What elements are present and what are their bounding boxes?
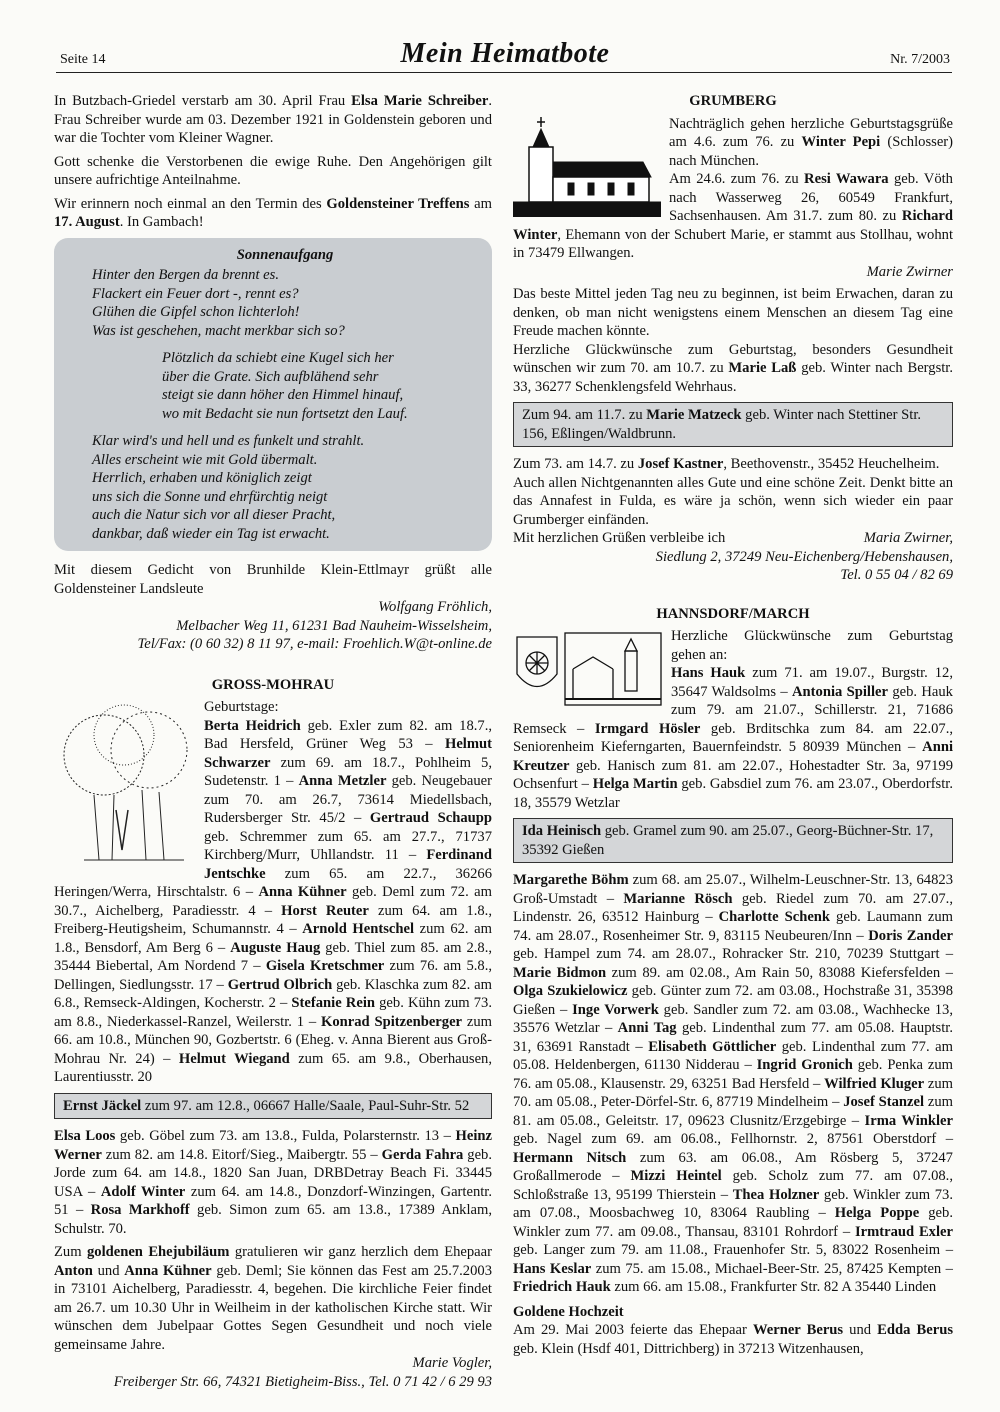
signature-maria-zwirner: Maria Zwirner, <box>863 530 953 546</box>
page-header <box>60 38 950 70</box>
quote-text: Das beste Mittel jeden Tag neu zu beginnen, ist beim Erwachen, daran zu denken, ob man nicht wenigstens einem Menschen an diesem Tag eine Freude machen könnte. <box>513 286 953 339</box>
signature-maria-address: Siedlung 2, 37249 Neu-Eichenberg/Hebenshausen, <box>655 548 953 565</box>
header-rule <box>56 72 952 73</box>
golden-wedding-text: Am 29. Mai 2003 feierte das Ehepaar Werner Berus und Edda Berus geb. Klein (Hsdf 401, Dittrichberg) in 37213 Witzenhausen, <box>513 1322 954 1357</box>
obituary-text: In Butzbach-Griedel verstarb am 30. April Frau Elsa Marie Schreiber. Frau Schreiber wurde am 03. Dezember 1921 in Goldenstein geboren und war die Tochter vom Kleiner Wagner. <box>54 93 493 146</box>
page-number: Seite 14 <box>60 52 106 67</box>
poem-line: Herrlich, erhaben und königlich zeigt <box>92 470 312 486</box>
greeting-text: Mit herzlichen Grüßen verbleibe ich <box>513 530 726 546</box>
annafest-text: Auch allen Nichtgenannten alles Gute und eine schöne Zeit. Denkt bitte an das Annafest in Fulda, es wäre ja schön, wenn sich wieder ein paar Grumberger einfänden. <box>513 474 953 528</box>
issue-number: Nr. 7/2003 <box>890 52 950 67</box>
birthday-kastner: Zum 73. am 14.7. zu Josef Kastner, Beethovenstr., 35452 Heuchelheim. <box>513 456 940 472</box>
section-title-golden-wedding: Goldene Hochzeit <box>513 1303 624 1320</box>
poem-line: Alles erscheint wie mit Gold übermalt. <box>92 451 318 468</box>
poem-line: über die Grate. Sich aufblähend sehr <box>162 368 379 385</box>
poem-line: Klar wird's und hell und es funkelt und strahlt. <box>92 433 365 449</box>
poem-credit: Mit diesem Gedicht von Brunhilde Klein-Ettlmayr grüßt alle Goldensteiner Landsleute <box>54 562 492 597</box>
poem-title: Sonnenaufgang <box>236 246 334 263</box>
section-title-hannsdorf: HANNSDORF/MARCH <box>656 605 810 622</box>
hannsdorf-birthdays-2: Margarethe Böhm zum 68. am 25.07., Wilhelm-Leuschner-Str. 13, 64823 Groß-Umstadt – Marianne Rösch geb. Riedel zum 70. am 27.07., Lindenstr. 26, 63512 Hainburg – Charlotte Schenk geb. Laumann zum 74. am 28.07., Rosenheimer Str. 9, 83115 Neubeuren/Inn – Doris Zander geb. Hampel zum 74. am 28.07., Rohracker Str. 210, 70239 Stuttgart – Marie Bidmon zum 89. am 02.08., Am Rain 50, 83088 Kiefersfelden – Olga Szukielowicz geb. Günter zum 72. am 03.08., Hochstraße 31, 35398 Gießen – Inge Vorwerk geb. Sandler zum 72. am 03.08., Wachhecke 13, 35576 Wetzlar – Anni Tag geb. Lindenthal zum 77. am 05.08. Hauptstr. 31, 63691 Ranstadt – Elisabeth Göttlicher geb. Lindenthal zum 77. am 05.08. Heldenbergen, 61130 Nidderau – Ingrid Gronich geb. Penka zum 76. am 05.08., Klausenstr. 29, 63251 Bad Hersfeld – Wilfried Kluger zum 70. am 05.08., Peter-Dörfel-Str. 6, 87719 Mindelheim – Josef Stanzel zum 81. am 05.08., Geleitstr. 17, 09623 Clusnitz/Erzgebirge – Irma Winkler geb. Nagel zum 69. am 06.08., Fellhornstr. 2, 87561 Oberstdorf – Hermann Nitsch zum 63. am 06.08., Am Rösberg 5, 37247 Großallmerode – Mizzi Heintel geb. Scholz zum 77. am 07.08., Schloßstraße 13, 95199 Thierstein – Thea Holzner geb. Winkler zum 73. am 07.08., Moosbachweg 10, 83064 Raubling – Helga Poppe geb. Winkler zum 77. am 09.08., Thansau, 83101 Rohrdorf – Irmtraud Exler geb. Langer zum 79. am 11.08., Frauenhofer Str. 5, 83022 Rosenheim – Hans Keslar zum 75. am 15.08., Michael-Beer-Str. 25, 87425 Kempten – Friedrich Hauk zum 66. am 15.08., Frankfurter Str. 82 A 35440 Linden <box>513 872 953 1295</box>
church-illustration <box>513 117 661 217</box>
highlight-box-jaeckel: Ernst Jäckel zum 97. am 12.8., 06667 Halle/Saale, Paul-Suhr-Str. 52 <box>54 1093 492 1120</box>
birthday-lass: Herzliche Glückwünsche zum Geburtstag, besonders Gesundheit wünschen wir zum 70. am 10.7. zu Marie Laß geb. Winter nach Bergstr. 33, 36277 Schenklengsfeld Wehrhaus. <box>513 341 953 395</box>
trees-illustration <box>54 700 196 872</box>
poem-line: steigt sie dann höher den Himmel hinauf, <box>162 387 404 403</box>
signature-address: Melbacher Weg 11, 61231 Bad Nauheim-Wisselsheim, <box>176 617 492 634</box>
gross-mohrau-birthdays: Geburtstage: Berta Heidrich geb. Exler zum 82. am 18.7., Bad Hersfeld, Grüner Weg 53 – Helmut Schwarzer zum 69. am 18.7., Pohlheim 5, Sudetenstr. 1 – Anna Metzler geb. Neugebauer zum 70. am 26.7, 73614 Miedellsbach, Rudersberger Str. 45/2 – Gertraud Schaupp geb. Schremmer zum 65. am 27.7., 71737 Kirchberg/Murr, Uhllandstr. 11 – Ferdinand Jentschke zum 65. am 22.7., 36266 Heringen/Werra, Hirschtalstr. 6 – Anna Kühner geb. Deml zum 72. am 30.7., Aichelberg, Paradiesstr. 4 – Horst Reuter zum 64. am 1.8., Freiberg-Heutigsheim, Schumannstr. 4 – Arnold Hentschel zum 62. am 1.8., Bensdorf, Am Berg 6 – Auguste Haug geb. Thiel zum 85. am 2.8., 35444 Biebertal, Am Nordend 7 – Gisela Kretschmer zum 76. am 5.8., Dellingen, Siedlungsstr. 17 – Gertrud Olbrich geb. Klaschka zum 82. am 6.8., Remseck-Aldingen, Kocherstr. 2 – Stefanie Rein geb. Kühn zum 73. am 8.8., Niederkassel-Ranzel, Weilerstr. 1 – Konrad Spitzenberger zum 66. am 10.8., München 90, Gozbertstr. 6 (Eheg. v. Anna Bierent aus Groß-Mohrau Nr. 24) – Helmut Wiegand zum 65. am 9.8., Oberhausen, Laurentiusstr. 20 <box>54 699 492 1085</box>
left-column <box>54 92 492 1391</box>
poem-line: Hinter den Bergen da brennt es. <box>92 267 279 283</box>
signature-contact: Tel/Fax: (0 60 32) 8 11 97, e-mail: Froehlich.W@t-online.de <box>137 636 492 652</box>
poem-line: uns sich die Sonne und ehrfürchtig neigt <box>92 488 328 505</box>
poem-stanza-1 <box>92 266 478 340</box>
greeting-line <box>513 529 953 548</box>
section-title-gross-mohrau: GROSS-MOHRAU <box>211 676 335 693</box>
signature-maria-phone: Tel. 0 55 04 / 82 69 <box>840 567 953 583</box>
highlight-box-matzeck: Zum 94. am 11.7. zu Marie Matzeck geb. Winter nach Stettiner Str. 156, Eßlingen/Waldbrunn. <box>513 402 953 447</box>
signature-vogler-address: Freiberger Str. 66, 74321 Bietigheim-Biss., Tel. 0 71 42 / 6 29 93 <box>113 1373 492 1390</box>
poem-stanza-2 <box>92 349 478 423</box>
poem-line: wo mit Bedacht sie nun fortsetzt den Lauf. <box>162 405 408 422</box>
poem-line: Plötzlich da schiebt eine Kugel sich her <box>162 350 394 366</box>
golden-anniversary-text: Zum goldenen Ehejubiläum gratulieren wir ganz herzlich dem Ehepaar Anton und Anna Kühner geb. Deml; Sie können das Fest am 25.7.2003 in 73101 Aichelberg, Paradiesstr. 4, begehen. Die kirchliche Feier findet am 26.7. um 10.30 Uhr in Weilheim in der katholischen Kirche statt. Wir wünschen dem Jubelpaar Gottes Segen Gesundheit und noch viele gemeinsame Jahre. <box>54 1244 492 1353</box>
poem-line: dankbar, daß wieder ein Tag ist erwacht. <box>92 525 330 542</box>
poem-line: Was ist geschehen, macht merkbar sich so? <box>92 322 345 339</box>
meeting-reminder: Wir erinnern noch einmal an den Termin des Goldensteiner Treffens am 17. August. In Gambach! <box>54 195 492 230</box>
poem-line: Glühen die Gipfel schon lichterloh! <box>92 304 300 320</box>
poem-line: auch die Natur sich vor all dieser Pracht, <box>92 507 336 523</box>
hannsdorf-birthdays: Herzliche Glückwünsche zum Geburtstag gehen an: Hans Hauk zum 71. am 19.07., Burgstr. 12, 35647 Waldsolms – Antonia Spiller geb. Hauk zum 79. am 21.07., Schillerstr. 21, 71686 Remseck – Irmgard Hösler geb. Brditschka zum 84. am 22.07., Seniorenheim Kieferngarten, Bauernfeindstr. 5 80939 München – Anni Kreutzer geb. Hanisch zum 81. am 22.07., Hohestadter Str. 3a, 97199 Ochsenfurt – Helga Martin geb. Gabsdiel zum 76. am 23.07., Oberdorfstr. 18, 35579 Wetzlar <box>513 628 953 811</box>
poem-stanza-3 <box>92 432 478 543</box>
signature-name: Wolfgang Fröhlich, <box>378 599 492 615</box>
poem-line: Flackert ein Feuer dort -, rennt es? <box>92 285 299 302</box>
gross-mohrau-birthdays-2: Elsa Loos geb. Göbel zum 73. am 13.8., Fulda, Polarsternstr. 13 – Heinz Werner zum 82. am 14.8. Eitorf/Sieg., Maibergtr. 55 – Gerda Fahra geb. Jorde zum 64. am 14.8., 1820 San Juan, DRBDetray Beach Fi. 33445 USA – Adolf Winter zum 64. am 14.8., Donzdorf-Winzingen, Gartentr. 51 – Rosa Markhoff geb. Simon zum 65. am 13.8., 17389 Anklam, Schulstr. 70. <box>54 1128 493 1237</box>
signature-vogler: Marie Vogler, <box>412 1355 492 1371</box>
right-column <box>513 92 953 1363</box>
section-title-grumberg: GRUMBERG <box>689 93 777 109</box>
grumberg-birthdays: Nachträglich gehen herzliche Geburtstagsgrüße am 4.6. zum 76. zu Winter Pepi (Schlosser) nach München. Am 24.6. zum 76. zu Resi Wawara geb. Vöth nach Wasserweg 26, 60549 Frankfurt, Sachsenhausen. Am 31.7. zum 80. zu Richard Winter, Ehemann von der Schubert Marie, er stammt aus Stollhau, wohnt in 73479 Ellwangen. <box>513 115 954 261</box>
masthead-logo: Mein Heimatbote <box>400 38 610 69</box>
signature-zwirner: Marie Zwirner <box>866 263 953 280</box>
crest-town-illustration <box>513 629 663 707</box>
poem-box <box>54 238 492 552</box>
condolence-text: Gott schenke die Verstorbenen die ewige Ruhe. Den Angehörigen gilt unsere aufrichtige Anteilnahme. <box>54 153 492 188</box>
highlight-box-heinisch: Ida Heinisch geb. Gramel zum 90. am 25.07., Georg-Büchner-Str. 17, 35392 Gießen <box>513 818 953 863</box>
